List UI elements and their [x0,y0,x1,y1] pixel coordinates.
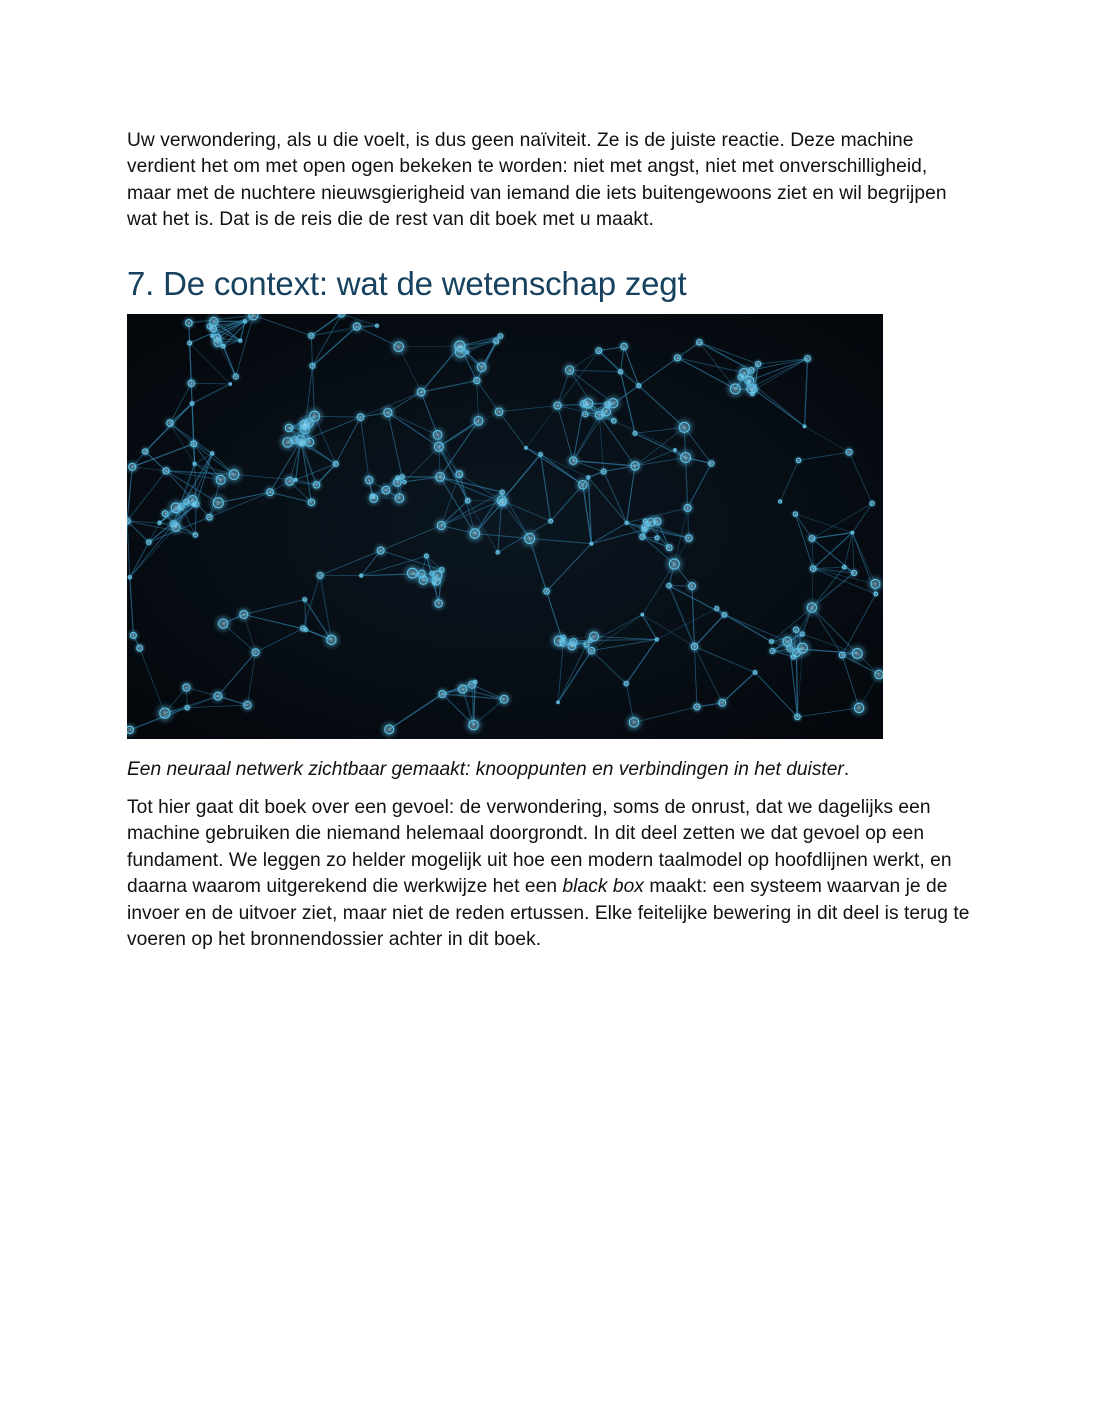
network-node-glow [564,451,582,469]
network-node-glow [462,495,473,506]
network-node-glow [330,458,342,470]
network-node-glow [378,402,398,422]
network-node-glow [490,402,508,420]
network-node-glow [490,335,503,348]
network-node-glow [401,561,425,585]
network-node-glow [867,498,877,508]
network-node-glow [585,473,592,480]
network-node-glow [848,566,860,578]
network-node-glow [180,495,193,508]
network-node-glow [712,603,722,613]
network-node-glow [222,462,245,485]
network-node-glow [662,552,686,576]
network-node-glow [790,509,800,519]
network-node-glow [672,415,696,439]
network-node-glow [583,626,604,647]
network-node-glow [767,637,776,646]
network-node-glow [297,622,309,634]
network-node-glow [616,366,626,376]
network-node-glow [185,338,194,347]
network-node-glow [187,436,201,450]
network-node-glow [630,428,639,437]
body-text-before: Tot hier gaat dit boek over een gevoel: de verwondering, soms de onrust, dat we dagelijks een machine gebruiken die niemand helemaal doorgrondt. In dit deel zetten we dat gevoel op een fundament. We leggen zo helder mogelijk uit hoe een modern taalmodel op hoofdlijnen werkt, en daarna waarom uitgerekend die werkwijze het een [127,797,952,898]
network-node-glow [166,517,186,537]
network-node-glow [734,370,748,384]
network-node-glow [178,679,195,696]
network-node-glow [776,497,783,504]
network-node-glow [634,380,644,390]
network-node-glow [430,466,451,487]
network-node-glow [431,579,438,586]
network-node-glow [451,466,467,482]
network-node-glow [577,392,600,415]
network-node-glow [139,445,152,458]
network-node-glow [687,638,702,653]
body-emphasis: black box [562,876,644,898]
network-node-glow [649,512,666,529]
network-node-glow [791,710,804,723]
network-node-glow [239,696,257,714]
body-paragraph [127,795,972,953]
section-heading: 7. De context: wat de wetenschap zegt [127,264,687,302]
network-node-glow [241,317,249,325]
network-node-glow [684,578,700,594]
network-node-glow [230,370,242,382]
network-node-glow [540,584,553,597]
network-node-glow [670,350,684,364]
network-node-glow [523,444,529,450]
network-node-glow [652,533,662,543]
neural-network-image [127,314,883,739]
network-node-glow [601,397,615,411]
network-node-glow [848,696,870,718]
network-node-glow [182,702,192,712]
network-node-glow [320,628,342,650]
network-node-glow [664,580,675,591]
network-node-glow [555,699,561,705]
network-node-glow [494,548,502,556]
network-node-glow [428,436,449,457]
network-node-glow [462,713,485,736]
network-node-glow [209,686,227,704]
network-node-glow [801,596,823,618]
network-node-glow [625,456,645,476]
network-node-glow [518,526,542,550]
network-node-glow [430,594,448,612]
network-node-glow [705,457,717,469]
network-node-glow [412,383,430,401]
network-node-glow [463,522,486,545]
network-node-glow [679,499,695,515]
network-node-glow [247,644,264,661]
network-node-glow [365,489,383,507]
network-node-glow [300,595,309,604]
network-node-glow [348,318,365,335]
network-node-glow [536,450,545,459]
network-node-glow [805,531,819,545]
network-node-glow [693,335,706,348]
network-node-glow [159,463,174,478]
network-node-glow [790,623,803,636]
network-node-glow [203,510,217,524]
network-node-glow [468,410,489,431]
caption-text: Een neuraal netwerk zichtbaar gemaakt: knooppunten en verbindingen in het duister [127,758,844,780]
network-node-glow [208,332,216,340]
network-node-glow [788,651,798,661]
network-node-glow [153,701,177,725]
network-node-glow [690,699,704,713]
network-node-glow [304,494,319,509]
network-node-glow [849,529,855,535]
network-node-glow [190,529,200,539]
network-node-glow [294,413,315,434]
document-page [127,128,972,953]
body-text-after: maakt: een systeem waarvan je de invoer en de uitvoer ziet, maar niet de reden ertussen. Elke feitelijke bewering in dit deel is terug te voeren op het bronnendossier achter in dit boek. [127,876,970,951]
network-node-glow [434,685,451,702]
network-node-glow [353,409,369,425]
network-node-glow [662,540,676,554]
network-node-glow [598,465,609,476]
intro-paragraph: Uw verwondering, als u die voelt, is dus geen naïviteit. Ze is de juiste reactie. Deze machine verdient het om met open ogen bekeken te worden: niet met angst, niet met onverschilligheid, maar met de nuchtere nieuwsgierigheid van iemand die iets buitengewoons ziet en wil begrijpen wat het is. Dat is de reis die de rest van dit boek met u maakt. [127,130,947,231]
network-node-glow [184,375,199,390]
network-node-glow [306,359,318,371]
network-node-glow [162,415,177,430]
network-node-glow [714,694,730,710]
network-node-glow [293,476,299,482]
network-node-glow [432,515,451,534]
network-node-glow [143,536,154,547]
network-node-glow [309,477,325,493]
network-node-glow [588,540,595,547]
network-node-glow [592,344,606,358]
network-node-glow [495,689,514,708]
network-node-glow [546,516,555,525]
network-node-glow [639,611,645,617]
network-node-glow [181,315,197,331]
network-node-glow [234,605,253,624]
network-node-glow [560,360,579,379]
network-node-glow [422,551,431,560]
network-node-glow [453,679,473,699]
network-node-glow [212,612,234,634]
network-node-glow [549,397,566,414]
network-node-glow [767,645,779,657]
network-node-glow [133,641,147,655]
network-node-glow [681,530,697,546]
network-node-glow [623,711,646,734]
network-node-glow [748,389,757,398]
network-node-glow [358,572,365,579]
network-node-glow [623,519,631,527]
network-node-glow [360,471,378,489]
network-node-glow [871,589,880,598]
network-node-glow [636,530,649,543]
network-node-glow [471,678,479,686]
network-node-glow [840,563,849,572]
network-node-glow [672,446,678,452]
network-node-glow [807,562,820,575]
network-node-glow [156,519,164,527]
network-node-glow [387,335,410,358]
network-node-glow [469,373,484,388]
caption-period: . [843,758,850,780]
network-node-glow [276,431,299,454]
network-node-glow [801,423,807,429]
network-node-glow [237,337,244,344]
network-node-glow [563,637,581,655]
network-node-glow [305,329,318,342]
network-node-glow [448,333,472,357]
network-node-glow [793,455,804,466]
figure-caption [127,757,972,783]
network-node-glow [653,635,660,642]
network-node-glow [393,473,402,482]
network-node-glow [313,568,327,582]
network-node-glow [227,381,233,387]
network-node-glow [191,460,198,467]
neural-network-illustration [127,314,883,739]
network-node-glow [621,678,631,688]
network-node-glow [188,399,196,407]
network-node-glow [208,449,216,457]
network-node-glow [372,542,389,559]
network-node-glow [262,484,278,500]
network-node-glow [373,322,380,329]
network-node-glow [801,351,815,365]
network-node-glow [842,445,856,459]
network-node-glow [616,339,631,354]
network-node-glow [608,415,619,426]
network-node-glow [751,668,760,677]
network-node-glow [845,641,869,665]
network-node-glow [495,494,511,510]
